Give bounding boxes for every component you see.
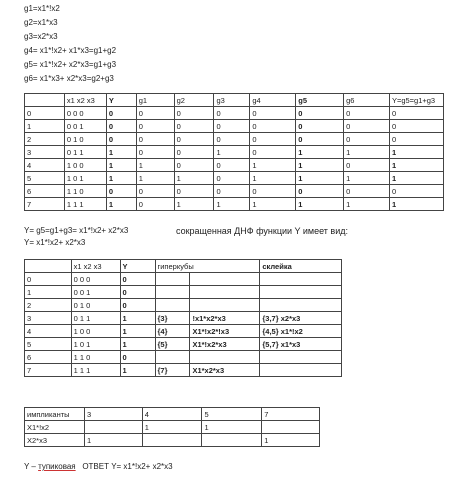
table-header-row bbox=[25, 260, 342, 273]
cell: 1 1 0 bbox=[64, 185, 106, 198]
cell bbox=[260, 364, 342, 377]
cell: 0 bbox=[174, 185, 214, 198]
cell: {7} bbox=[155, 364, 190, 377]
cell: 0 bbox=[106, 120, 136, 133]
header-cell bbox=[25, 94, 65, 107]
cell: 1 bbox=[389, 146, 443, 159]
cell: 0 bbox=[214, 107, 250, 120]
cell: 1 0 1 bbox=[64, 172, 106, 185]
cell: 1 1 1 bbox=[64, 198, 106, 211]
tupik-word: тупиковая bbox=[38, 462, 76, 471]
cell: 0 1 0 bbox=[71, 299, 120, 312]
cell bbox=[190, 286, 260, 299]
implicant-table bbox=[24, 407, 320, 447]
table-row bbox=[25, 198, 444, 211]
answer-text: ОТВЕТ Y= x1*!x2+ x2*x3 bbox=[82, 462, 173, 471]
cell: X1*!x2*x3 bbox=[190, 338, 260, 351]
cell: 1 bbox=[262, 434, 320, 447]
cell: 4 bbox=[25, 325, 72, 338]
cell: {5} bbox=[155, 338, 190, 351]
cell: 1 bbox=[202, 421, 262, 434]
header-cell: g4 bbox=[250, 94, 296, 107]
cell: 1 bbox=[250, 198, 296, 211]
cell bbox=[260, 299, 342, 312]
cell: 0 bbox=[296, 185, 344, 198]
y-result: Y= x1*!x2+ x2*x3 bbox=[24, 238, 86, 247]
cell: 0 bbox=[136, 133, 174, 146]
cell: 1 bbox=[136, 159, 174, 172]
table-row bbox=[25, 286, 342, 299]
cell: 0 0 0 bbox=[71, 273, 120, 286]
cell: 0 bbox=[250, 107, 296, 120]
cell: 5 bbox=[25, 172, 65, 185]
cell: 0 bbox=[344, 107, 390, 120]
header-cell: g3 bbox=[214, 94, 250, 107]
cell: 0 bbox=[120, 286, 155, 299]
table-row bbox=[25, 185, 444, 198]
cell bbox=[142, 434, 202, 447]
cell: 1 bbox=[389, 172, 443, 185]
cell: 1 bbox=[120, 364, 155, 377]
cell: 0 bbox=[214, 172, 250, 185]
cell: X1*x2*x3 bbox=[190, 364, 260, 377]
equation-g4: g4= x1*!x2+ x1*x3=g1+g2 bbox=[24, 46, 117, 55]
cell: 5 bbox=[25, 338, 72, 351]
cell bbox=[84, 421, 142, 434]
cell: 0 bbox=[389, 133, 443, 146]
cell: 0 1 1 bbox=[71, 312, 120, 325]
cell: 1 bbox=[344, 172, 390, 185]
cell: 0 bbox=[250, 120, 296, 133]
header-cell: Y=g5=g1+g3 bbox=[389, 94, 443, 107]
cell: {3} bbox=[155, 312, 190, 325]
truth-table-main bbox=[24, 93, 444, 211]
header-cell: гиперкубы bbox=[155, 260, 260, 273]
cell: !x1*x2*x3 bbox=[190, 312, 260, 325]
cell: 1 bbox=[106, 198, 136, 211]
cell bbox=[155, 299, 190, 312]
hypercube-table bbox=[24, 259, 342, 377]
cell bbox=[260, 351, 342, 364]
cell: 1 bbox=[296, 198, 344, 211]
cell: 0 bbox=[174, 120, 214, 133]
table-header-row bbox=[25, 94, 444, 107]
equation-g2: g2=x1*x3 bbox=[24, 18, 58, 27]
cell: 7 bbox=[25, 364, 72, 377]
cell: 2 bbox=[25, 299, 72, 312]
cell bbox=[155, 286, 190, 299]
table-row bbox=[25, 351, 342, 364]
header-cell: Y bbox=[120, 260, 155, 273]
cell: 1 bbox=[344, 146, 390, 159]
cell: 3 bbox=[25, 146, 65, 159]
cell: {4} bbox=[155, 325, 190, 338]
equation-g6: g6= x1*x3+ x2*x3=g2+g3 bbox=[24, 74, 114, 83]
cell: 0 bbox=[214, 133, 250, 146]
final-answer bbox=[24, 462, 173, 471]
cell: 1 bbox=[296, 172, 344, 185]
table-row bbox=[25, 146, 444, 159]
cell: 0 bbox=[136, 198, 174, 211]
cell: 0 bbox=[344, 185, 390, 198]
cell: 1 bbox=[106, 172, 136, 185]
cell: 1 0 0 bbox=[71, 325, 120, 338]
table-row bbox=[25, 299, 342, 312]
table-row bbox=[25, 325, 342, 338]
cell: 0 0 0 bbox=[64, 107, 106, 120]
cell: X1*!x2*!x3 bbox=[190, 325, 260, 338]
cell: 0 bbox=[174, 133, 214, 146]
cell: 0 0 1 bbox=[64, 120, 106, 133]
cell: 0 1 0 bbox=[64, 133, 106, 146]
cell: 0 bbox=[214, 120, 250, 133]
cell: 0 bbox=[296, 120, 344, 133]
cell: 0 bbox=[136, 146, 174, 159]
cell: 0 bbox=[296, 107, 344, 120]
cell: 1 bbox=[214, 198, 250, 211]
cell: 0 bbox=[106, 185, 136, 198]
cell: 1 bbox=[25, 120, 65, 133]
table-header-row bbox=[25, 408, 320, 421]
cell bbox=[155, 273, 190, 286]
cell: 0 bbox=[344, 159, 390, 172]
cell: 1 bbox=[106, 159, 136, 172]
cell: 0 bbox=[389, 185, 443, 198]
cell bbox=[155, 351, 190, 364]
cell: 0 0 1 bbox=[71, 286, 120, 299]
cell: 0 bbox=[136, 107, 174, 120]
cell: 1 bbox=[250, 159, 296, 172]
cell: 0 bbox=[120, 351, 155, 364]
footer-prefix: Y – bbox=[24, 462, 39, 471]
cell bbox=[202, 434, 262, 447]
table-row bbox=[25, 421, 320, 434]
cell: 0 bbox=[389, 107, 443, 120]
cell: 0 bbox=[344, 120, 390, 133]
cell: 0 bbox=[214, 185, 250, 198]
table-row bbox=[25, 120, 444, 133]
cell: 0 bbox=[250, 133, 296, 146]
table-row bbox=[25, 159, 444, 172]
cell: 3 bbox=[25, 312, 72, 325]
cell: 1 bbox=[174, 198, 214, 211]
cell: 0 bbox=[120, 299, 155, 312]
cell: 1 bbox=[84, 434, 142, 447]
y-expression: Y= g5=g1+g3= x1*!x2+ x2*x3 bbox=[24, 226, 129, 235]
cell: 1 bbox=[136, 172, 174, 185]
cell: 1 0 0 bbox=[64, 159, 106, 172]
table-row bbox=[25, 338, 342, 351]
cell: 1 bbox=[25, 286, 72, 299]
table-row bbox=[25, 434, 320, 447]
cell: X1*!x2 bbox=[25, 421, 85, 434]
cell: 1 bbox=[120, 338, 155, 351]
header-cell: 5 bbox=[202, 408, 262, 421]
cell: 1 bbox=[250, 172, 296, 185]
cell: 0 bbox=[25, 107, 65, 120]
cell: 1 bbox=[389, 159, 443, 172]
cell: 0 bbox=[250, 185, 296, 198]
cell bbox=[190, 299, 260, 312]
cell: 1 bbox=[106, 146, 136, 159]
cell: 0 bbox=[389, 120, 443, 133]
cell bbox=[190, 273, 260, 286]
cell: 0 bbox=[250, 146, 296, 159]
header-cell: склейка bbox=[260, 260, 342, 273]
cell: 7 bbox=[25, 198, 65, 211]
table-row bbox=[25, 133, 444, 146]
cell: 1 bbox=[344, 198, 390, 211]
cell: 0 bbox=[174, 107, 214, 120]
cell: 0 1 1 bbox=[64, 146, 106, 159]
cell: 6 bbox=[25, 351, 72, 364]
cell: 0 bbox=[136, 185, 174, 198]
dnf-caption: сокращенная ДНФ функции Y имеет вид: bbox=[176, 226, 348, 236]
header-cell: g5 bbox=[296, 94, 344, 107]
cell: 2 bbox=[25, 133, 65, 146]
cell: 1 bbox=[296, 159, 344, 172]
table-row bbox=[25, 312, 342, 325]
cell: 1 bbox=[174, 172, 214, 185]
cell: 0 bbox=[344, 133, 390, 146]
header-cell: x1 x2 x3 bbox=[71, 260, 120, 273]
cell: 1 bbox=[296, 146, 344, 159]
cell: 1 bbox=[120, 325, 155, 338]
cell bbox=[260, 286, 342, 299]
equation-g1: g1=x1*!x2 bbox=[24, 4, 60, 13]
table-row bbox=[25, 364, 342, 377]
cell: 6 bbox=[25, 185, 65, 198]
header-cell: g2 bbox=[174, 94, 214, 107]
header-cell: g1 bbox=[136, 94, 174, 107]
cell: 0 bbox=[296, 133, 344, 146]
table-row bbox=[25, 273, 342, 286]
cell: 0 bbox=[25, 273, 72, 286]
header-cell: 7 bbox=[262, 408, 320, 421]
header-cell: Y bbox=[106, 94, 136, 107]
header-cell: g6 bbox=[344, 94, 390, 107]
table-row bbox=[25, 172, 444, 185]
cell: 1 bbox=[120, 312, 155, 325]
table-row bbox=[25, 107, 444, 120]
cell: 4 bbox=[25, 159, 65, 172]
cell: {4,5} x1*!x2 bbox=[260, 325, 342, 338]
equation-g5: g5= x1*!x2+ x2*x3=g1+g3 bbox=[24, 60, 117, 69]
cell: 1 bbox=[389, 198, 443, 211]
cell: 0 bbox=[136, 120, 174, 133]
cell bbox=[260, 273, 342, 286]
cell: 0 bbox=[120, 273, 155, 286]
cell: X2*x3 bbox=[25, 434, 85, 447]
cell bbox=[190, 351, 260, 364]
cell: {3,7} x2*x3 bbox=[260, 312, 342, 325]
cell: 1 1 0 bbox=[71, 351, 120, 364]
cell: {5,7} x1*x3 bbox=[260, 338, 342, 351]
cell: 1 bbox=[214, 146, 250, 159]
cell: 0 bbox=[106, 107, 136, 120]
header-cell: импликанты bbox=[25, 408, 85, 421]
cell bbox=[262, 421, 320, 434]
header-cell bbox=[25, 260, 72, 273]
cell: 0 bbox=[106, 133, 136, 146]
header-cell: 4 bbox=[142, 408, 202, 421]
cell: 0 bbox=[174, 146, 214, 159]
cell: 0 bbox=[174, 159, 214, 172]
cell: 1 1 1 bbox=[71, 364, 120, 377]
cell: 0 bbox=[214, 159, 250, 172]
header-cell: 3 bbox=[84, 408, 142, 421]
cell: 1 bbox=[142, 421, 202, 434]
cell: 1 0 1 bbox=[71, 338, 120, 351]
equation-g3: g3=x2*x3 bbox=[24, 32, 58, 41]
header-cell: x1 x2 x3 bbox=[64, 94, 106, 107]
